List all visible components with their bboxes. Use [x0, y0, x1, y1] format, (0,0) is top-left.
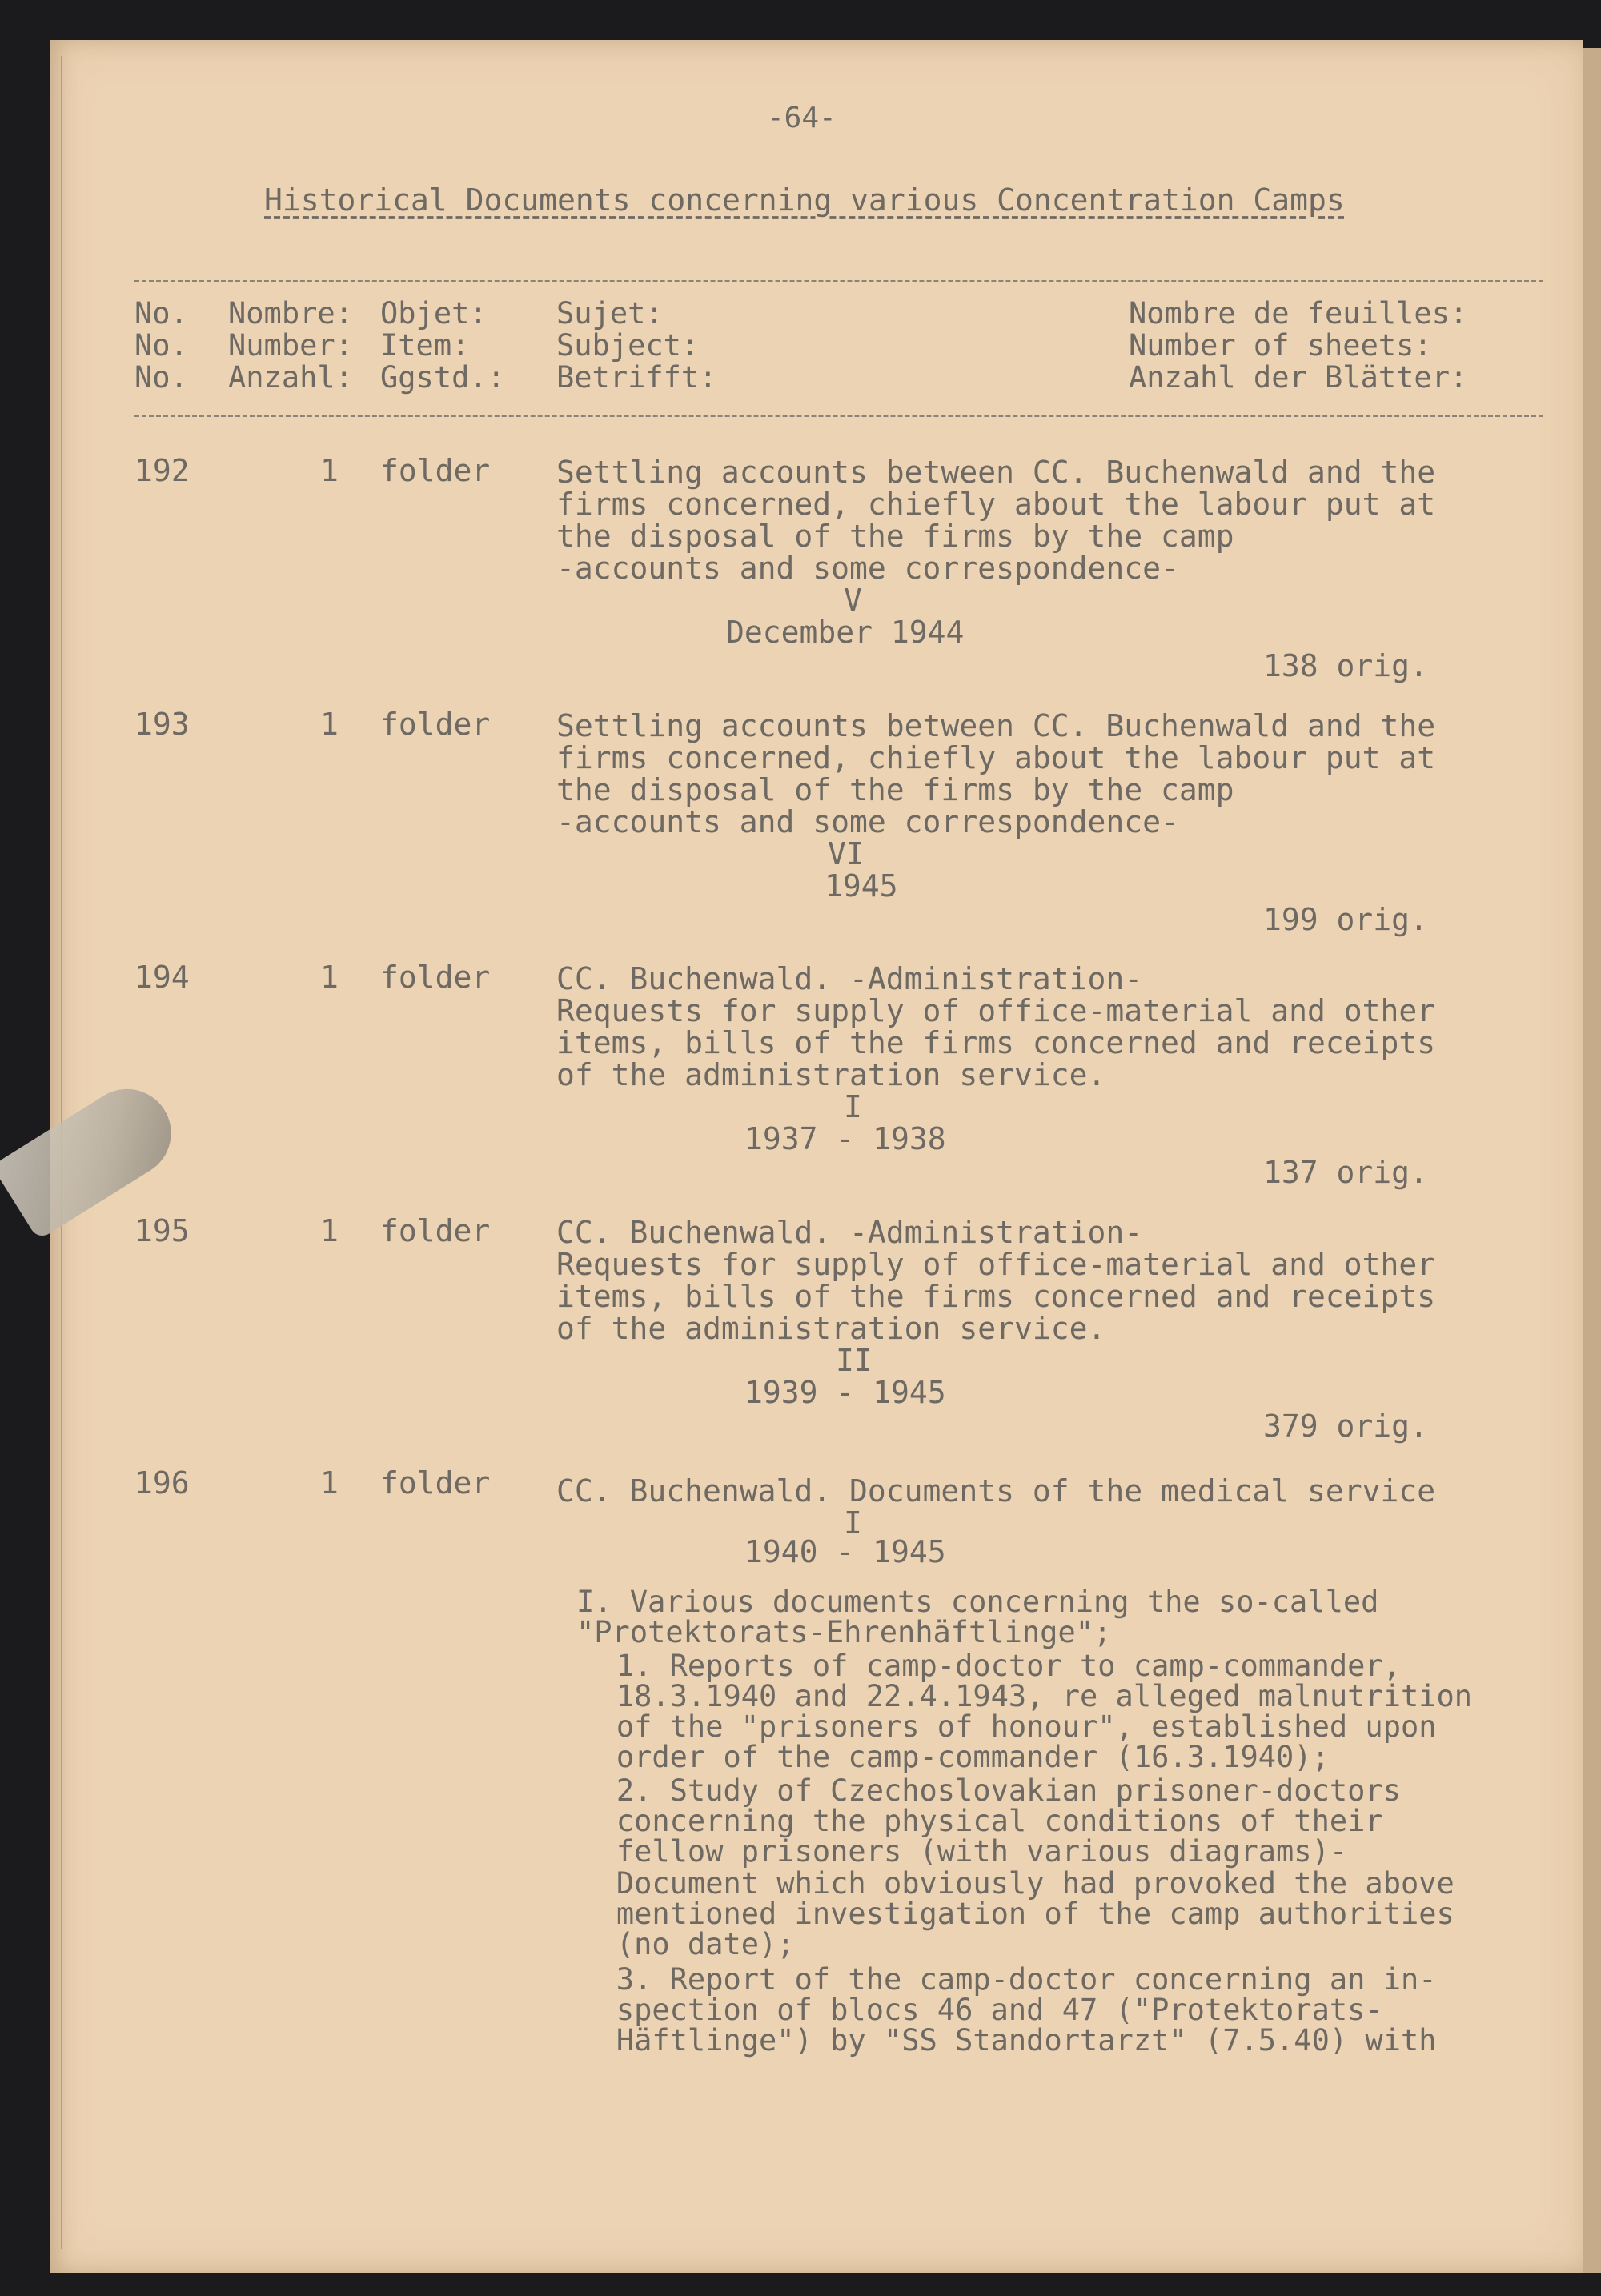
entry-description-line: firms concerned, chiefly about the labour put at: [556, 740, 1436, 775]
subsection-line: 3. Report of the camp-doctor concerning an in-: [563, 1962, 1437, 1997]
entry-description-line: of the administration service.: [556, 1311, 1106, 1346]
entry-description-line: -accounts and some correspondence-: [556, 551, 1179, 586]
subsection-line: (no date);: [563, 1927, 795, 1961]
entry-item: folder: [380, 1465, 491, 1501]
subsection-line: 2. Study of Czechoslovakian prisoner-doctors: [563, 1773, 1401, 1808]
entry-description-line: Requests for supply of office-material and other: [556, 993, 1436, 1028]
entry-description-line: firms concerned, chiefly about the labour put at: [556, 487, 1436, 522]
header-item: Objet:: [380, 296, 488, 331]
entry-part: VI: [828, 836, 865, 872]
header-no: No.: [134, 360, 188, 395]
header-no: No.: [134, 296, 188, 331]
subsection-line: order of the camp-commander (16.3.1940);: [563, 1740, 1330, 1774]
subsection-line: fellow prisoners (with various diagrams)-: [563, 1834, 1348, 1869]
entry-count: 1: [320, 707, 339, 742]
header-rule-bottom: [134, 415, 1543, 417]
subsection-line: 1. Reports of camp-doctor to camp-commander,: [563, 1649, 1401, 1683]
entry-description-line: CC. Buchenwald. -Administration-: [556, 961, 1143, 996]
entry-number: 193: [134, 707, 190, 742]
entry-part: I: [844, 1089, 862, 1124]
header-sheets: Nombre de feuilles:: [1129, 296, 1468, 331]
entry-number: 196: [134, 1465, 190, 1501]
subsection-line: concerning the physical conditions of their: [563, 1804, 1383, 1838]
header-rule-top: [134, 280, 1543, 282]
entry-period: 1937 - 1938: [744, 1121, 946, 1156]
subsection-line: Document which obviously had provoked the above: [563, 1866, 1455, 1901]
header-sheets: Number of sheets:: [1129, 328, 1432, 363]
entry-count: 1: [320, 453, 339, 488]
entry-number: 195: [134, 1213, 190, 1248]
entry-period: 1945: [825, 868, 898, 904]
document-title: Historical Documents concerning various Concentration Camps: [264, 182, 1345, 218]
header-number: Nombre:: [228, 296, 353, 331]
subsection-line: "Protektorats-Ehrenhäftlinge";: [576, 1615, 1112, 1649]
entry-item: folder: [380, 707, 491, 742]
header-number: Number:: [228, 328, 353, 363]
entry-part: V: [844, 583, 862, 618]
entry-count: 1: [320, 1213, 339, 1248]
entry-description-line: items, bills of the firms concerned and receipts: [556, 1025, 1436, 1060]
subsection-line: 18.3.1940 and 22.4.1943, re alleged malnutrition: [563, 1679, 1473, 1713]
entry-number: 194: [134, 960, 190, 995]
entry-item: folder: [380, 453, 491, 488]
entry-sheets: 199 orig.: [1263, 902, 1428, 937]
entry-period: 1939 - 1945: [744, 1375, 946, 1410]
entry-description-line: CC. Buchenwald. Documents of the medical service: [556, 1473, 1436, 1509]
header-item: Ggstd.:: [380, 360, 505, 395]
header-number: Anzahl:: [228, 360, 353, 395]
entry-item: folder: [380, 960, 491, 995]
entry-description-line: of the administration service.: [556, 1057, 1106, 1092]
subsection-line: I. Various documents concerning the so-called: [576, 1585, 1379, 1619]
entry-period: 1940 - 1945: [744, 1534, 946, 1569]
subsection-line: mentioned investigation of the camp authorities: [563, 1897, 1455, 1931]
page-number: -64-: [767, 102, 837, 134]
entry-description-line: -accounts and some correspondence-: [556, 804, 1179, 839]
entry-description-line: CC. Buchenwald. -Administration-: [556, 1215, 1143, 1250]
entry-description-line: the disposal of the firms by the camp: [556, 519, 1234, 554]
header-subject: Sujet:: [556, 296, 664, 331]
entry-description-line: Requests for supply of office-material and other: [556, 1247, 1436, 1282]
entry-description-line: items, bills of the firms concerned and receipts: [556, 1279, 1436, 1314]
entry-sheets: 379 orig.: [1263, 1408, 1428, 1444]
entry-period: December 1944: [726, 615, 965, 650]
header-item: Item:: [380, 328, 470, 363]
entry-number: 192: [134, 453, 190, 488]
header-sheets: Anzahl der Blätter:: [1129, 360, 1468, 395]
entry-count: 1: [320, 1465, 339, 1501]
entry-part: II: [836, 1343, 873, 1378]
entry-description-line: Settling accounts between CC. Buchenwald and the: [556, 708, 1436, 743]
subsection-line: Häftlinge") by "SS Standortarzt" (7.5.40) with: [563, 2023, 1437, 2058]
entry-sheets: 138 orig.: [1263, 648, 1428, 683]
header-subject: Betrifft:: [556, 360, 717, 395]
header-no: No.: [134, 328, 188, 363]
entry-count: 1: [320, 960, 339, 995]
entry-description-line: the disposal of the firms by the camp: [556, 772, 1234, 807]
entry-description-line: Settling accounts between CC. Buchenwald and the: [556, 455, 1436, 490]
subsection-line: of the "prisoners of honour", established upon: [563, 1709, 1437, 1744]
entry-item: folder: [380, 1213, 491, 1248]
entry-part: I: [844, 1505, 862, 1541]
subsection-line: spection of blocs 46 and 47 ("Protektorats-: [563, 1993, 1383, 2027]
entry-sheets: 137 orig.: [1263, 1155, 1428, 1190]
header-subject: Subject:: [556, 328, 700, 363]
